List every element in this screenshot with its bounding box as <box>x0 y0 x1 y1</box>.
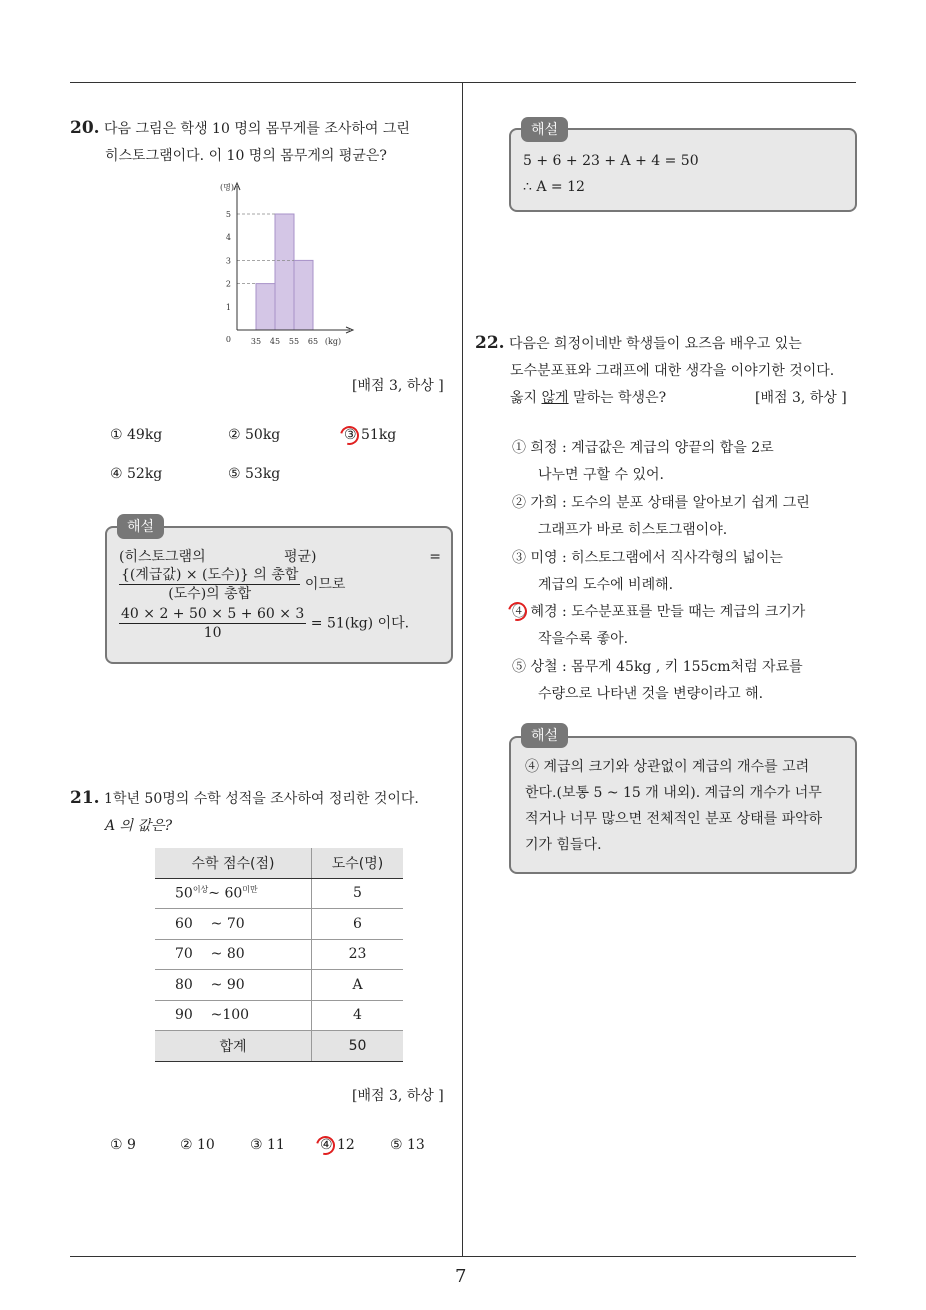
y-tick-label: 4 <box>225 233 231 243</box>
q22-explain-line4: 기가 힘들다. <box>525 837 602 853</box>
option-line1: ⑤ 상철 : 몸무게 45kg , 키 155cm처럼 자료를 <box>512 659 803 675</box>
q22-line2: 도수분포표와 그래프에 대한 생각을 이야기한 것이다. <box>510 363 835 379</box>
q21-meta: [배점 3, 하상 ] <box>352 1088 444 1104</box>
range-end: ~ 80 <box>210 946 245 963</box>
q20-choice-2[interactable]: ② 50kg <box>228 427 281 443</box>
table-cell-count: 5 <box>312 878 404 909</box>
q22-line3b: 않게 <box>541 390 569 406</box>
table-total-label: 합계 <box>155 1031 312 1062</box>
q22-explain-line3: 적거나 너무 많으면 전체적인 분포 상태를 파악하 <box>525 811 823 827</box>
q20-explain-l3-tail: = 51(kg) 이다. <box>310 615 410 632</box>
table-cell-count: 6 <box>312 909 404 940</box>
table-total-row <box>155 1031 403 1062</box>
column-divider <box>462 82 463 1256</box>
table-cell-range <box>155 939 312 970</box>
option-line2: 그래프가 바로 히스토그램이야. <box>538 522 728 538</box>
option-line1: ③ 미영 : 히스토그램에서 직사각형의 넓이는 <box>512 550 783 566</box>
table-row <box>155 878 403 909</box>
table-cell-count: A <box>312 970 404 1001</box>
q22-number: 22. <box>475 333 505 353</box>
range-sup-start: 이상 <box>192 885 209 895</box>
q20-line2: 히스토그램이다. 이 10 명의 몸무게의 평균은? <box>105 148 387 164</box>
q21-choice-5[interactable]: ⑤ 13 <box>390 1137 425 1153</box>
q20-number: 20. <box>70 118 100 138</box>
q22-explain-line2: 한다.(보통 5 ~ 15 개 내외). 계급의 개수가 너무 <box>525 785 822 801</box>
q20-frac-den: (도수)의 총합 <box>168 586 252 602</box>
q22-option-2[interactable] <box>512 490 842 544</box>
x-tick-label: 35 <box>250 337 262 346</box>
range-end: ~ 90 <box>210 976 245 993</box>
table-total-value: 50 <box>312 1031 404 1062</box>
y-axis-label: (명) <box>220 183 234 192</box>
q20-explanation-box <box>105 526 453 664</box>
range-start: 70 <box>175 946 193 963</box>
table-cell-range <box>155 878 312 909</box>
q22-line1: 다음은 희정이네반 학생들이 요즈음 배우고 있는 <box>509 336 802 352</box>
q20-meta: [배점 3, 하상 ] <box>352 378 444 394</box>
range-end: ~ 70 <box>210 915 245 932</box>
q21-line1: 1학년 50명의 수학 성적을 조사하여 정리한 것이다. <box>104 791 419 807</box>
y-tick-label: 3 <box>225 256 231 266</box>
range-end: ~100 <box>210 1007 250 1024</box>
q20-stem <box>70 115 410 170</box>
table-cell-range <box>155 1000 312 1031</box>
q20-choice-3[interactable]: ③ 51kg <box>344 427 397 443</box>
range-start: 60 <box>175 915 193 932</box>
q21-choice-3[interactable]: ③ 11 <box>250 1137 285 1153</box>
table-row <box>155 1000 403 1031</box>
q22-option-3[interactable] <box>512 545 842 599</box>
q20-choice-5[interactable]: ⑤ 53kg <box>228 466 281 482</box>
table-row <box>155 970 403 1001</box>
table-cell-range <box>155 909 312 940</box>
q20-choice-1[interactable]: ① 49kg <box>110 427 163 443</box>
q20-explain-l1b: 평균) <box>284 549 317 565</box>
histogram-bar <box>275 214 294 330</box>
range-start: 90 <box>175 1007 193 1024</box>
q20-explain-fraction <box>119 566 300 603</box>
q21-frequency-table <box>155 848 403 1062</box>
q20-frac2-num: 40 × 2 + 50 × 5 + 60 × 3 <box>121 606 305 622</box>
q20-choice-4[interactable]: ④ 52kg <box>110 466 163 482</box>
x-tick-label: 55 <box>288 337 300 346</box>
x-tick-label: 45 <box>269 337 281 346</box>
page-number: 7 <box>455 1266 467 1287</box>
q20-explain-l2-tail: 이므로 <box>304 576 346 593</box>
y-tick-label: 2 <box>225 279 231 289</box>
bottom-rule <box>70 1256 856 1257</box>
q21-number: 21. <box>70 788 100 808</box>
q22-line3a: 옳지 <box>510 390 542 406</box>
y-tick-label: 1 <box>225 302 231 312</box>
option-line2: 작을수록 좋아. <box>538 631 629 647</box>
q22-meta: [배점 3, 하상 ] <box>755 390 847 406</box>
option-line1: ④ 혜경 : 도수분포표를 만들 때는 계급의 크기가 <box>512 604 806 620</box>
q20-histogram <box>210 178 360 348</box>
q22-explanation-box <box>509 736 857 874</box>
q22-explain-line1: ④ 계급의 크기와 상관없이 계급의 개수를 고려 <box>525 759 810 775</box>
table-header-score: 수학 점수(점) <box>155 848 312 878</box>
q20-frac2-den: 10 <box>203 625 222 641</box>
q21-choice-2[interactable]: ② 10 <box>180 1137 215 1153</box>
q20-frac-num: {(계급값) × (도수)} 의 총합 <box>121 567 299 583</box>
y-tick-label: 5 <box>225 210 231 219</box>
range-end: ~ 60 <box>208 886 243 903</box>
q22-option-5[interactable] <box>512 654 842 708</box>
q22-option-1[interactable] <box>512 435 842 489</box>
x-axis-label: (kg) <box>324 337 342 346</box>
option-line2: 계급의 도수에 비례해. <box>538 577 674 593</box>
q22-explanation-tag: 해설 <box>521 723 568 748</box>
range-sup-end: 미만 <box>242 885 258 895</box>
x-tick-label: 65 <box>307 337 319 346</box>
option-line2: 나누면 구할 수 있어. <box>538 467 664 483</box>
q21-explain-line1: 5 + 6 + 23 + A + 4 = 50 <box>523 153 699 169</box>
q21-stem <box>70 785 419 840</box>
q21-explanation-tag: 해설 <box>521 117 568 142</box>
option-line1: ① 희정 : 계급값은 계급의 양끝의 합을 2로 <box>512 440 774 456</box>
histogram-bar <box>294 260 313 330</box>
origin-label: 0 <box>225 335 231 344</box>
range-start: 80 <box>175 976 193 993</box>
table-header-count: 도수(명) <box>312 848 404 878</box>
table-cell-count: 23 <box>312 939 404 970</box>
q22-option-4[interactable] <box>512 599 842 653</box>
q20-line1: 다음 그림은 학생 10 명의 몸무게를 조사하여 그린 <box>104 121 410 137</box>
q21-explain-line2: ∴ A = 12 <box>523 179 585 195</box>
q22-line3c: 말하는 학생은? <box>568 390 667 406</box>
q21-line2: A 의 값은? <box>105 818 173 834</box>
q21-choice-1[interactable]: ① 9 <box>110 1137 136 1153</box>
table-cell-count: 4 <box>312 1000 404 1031</box>
range-start: 50 <box>175 886 193 903</box>
option-line1: ② 가희 : 도수의 분포 상태를 알아보기 쉽게 그린 <box>512 495 810 511</box>
q20-explain-eq: = <box>429 549 441 565</box>
table-cell-range <box>155 970 312 1001</box>
table-row <box>155 939 403 970</box>
top-rule <box>70 82 856 83</box>
option-line2: 수량으로 나타낸 것을 변량이라고 해. <box>538 686 764 702</box>
table-row <box>155 909 403 940</box>
table-header-row <box>155 848 403 878</box>
histogram-bar <box>256 284 275 330</box>
q21-choice-4[interactable]: ④ 12 <box>320 1137 355 1153</box>
q20-explanation-tag: 해설 <box>117 514 164 539</box>
q20-explain-fraction2 <box>119 605 306 642</box>
q20-explain-l1a: (히스토그램의 <box>119 549 206 565</box>
